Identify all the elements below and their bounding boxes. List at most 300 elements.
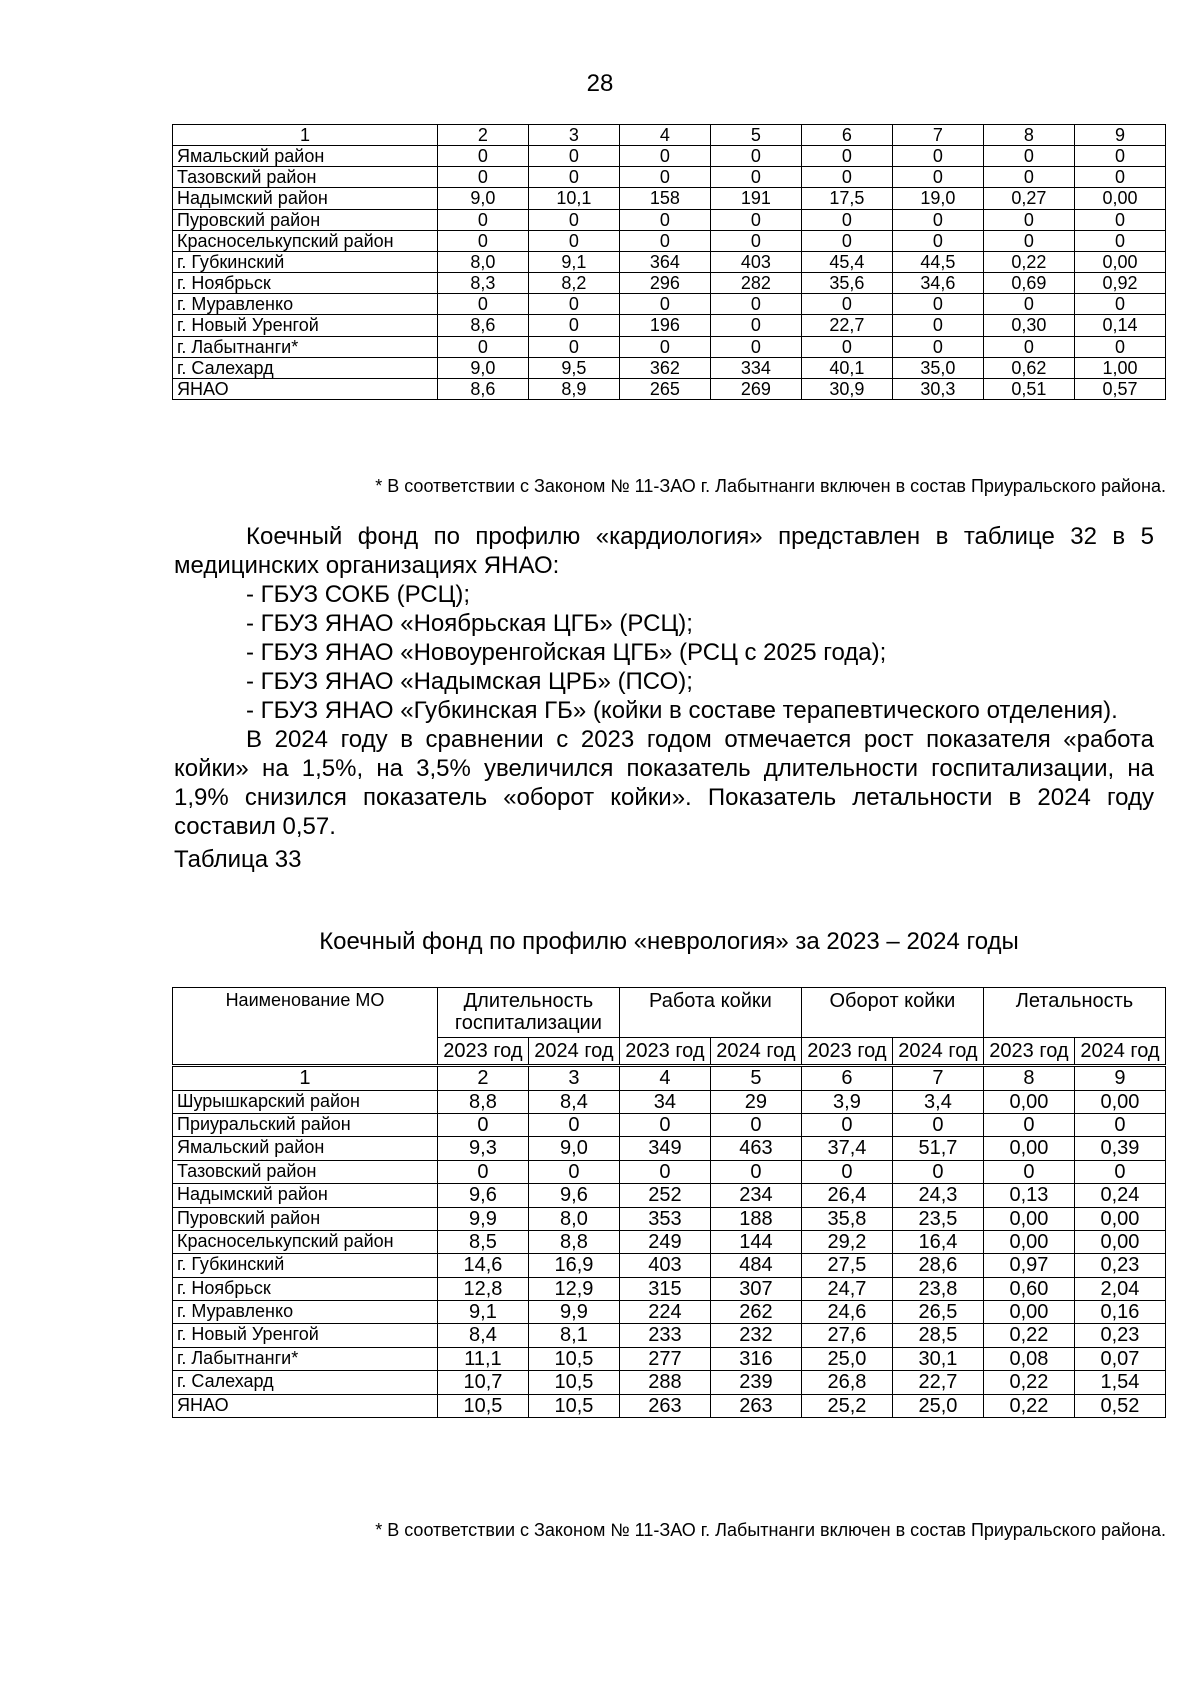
table-cell: 25,2 <box>801 1394 892 1417</box>
table-cell: 22,7 <box>892 1371 983 1394</box>
table-cell: 0,00 <box>1074 1207 1165 1230</box>
footnote: * В соответствии с Законом № 11-ЗАО г. Лабытнанги включен в состав Приуральского района. <box>375 1520 1166 1540</box>
table-cell: 0 <box>892 209 983 230</box>
row-name-cell: Надымский район <box>173 1184 438 1207</box>
table-cell: 9,6 <box>528 1184 619 1207</box>
table-cell: 196 <box>619 315 710 336</box>
table-cell: 315 <box>619 1277 710 1300</box>
column-number-row <box>173 1066 1166 1090</box>
table-cell: 0,27 <box>983 188 1074 209</box>
table-cell: 9,0 <box>528 1137 619 1160</box>
table-cell: 0 <box>983 167 1074 188</box>
column-number: 8 <box>983 1066 1074 1090</box>
table-row <box>173 167 1166 188</box>
table-cell: 334 <box>710 357 801 378</box>
table-cell: 19,0 <box>892 188 983 209</box>
row-name-cell: ЯНАО <box>173 1394 438 1417</box>
table-cell: 0 <box>619 336 710 357</box>
table-cell: 0 <box>528 146 619 167</box>
table-cell: 8,5 <box>437 1230 528 1253</box>
table-row <box>173 1371 1166 1394</box>
table-cell: 0 <box>437 1113 528 1136</box>
table-cell: 8,4 <box>528 1090 619 1113</box>
table-cell: 10,1 <box>528 188 619 209</box>
table-cell: 191 <box>710 188 801 209</box>
table-cell: 0 <box>983 230 1074 251</box>
table-row <box>173 1324 1166 1347</box>
table-cell: 0,00 <box>1074 251 1165 272</box>
column-number-row <box>173 125 1166 146</box>
table-cell: 403 <box>619 1254 710 1277</box>
header-year: 2023 год <box>983 1037 1074 1065</box>
row-name-cell: г. Ноябрьск <box>173 1277 438 1300</box>
table-cell: 265 <box>619 378 710 399</box>
table-cell: 0 <box>437 336 528 357</box>
table-cell: 9,6 <box>437 1184 528 1207</box>
row-name-cell: г. Лабытнанги* <box>173 336 438 357</box>
table-cell: 8,6 <box>437 378 528 399</box>
table-cell: 0 <box>528 294 619 315</box>
table-cell: 0,23 <box>1074 1254 1165 1277</box>
table-cell: 0 <box>710 1113 801 1136</box>
table-row <box>173 146 1166 167</box>
table-cell: 26,5 <box>892 1301 983 1324</box>
row-name-cell: Пуровский район <box>173 1207 438 1230</box>
table-cell: 28,6 <box>892 1254 983 1277</box>
table-cell: 0 <box>892 146 983 167</box>
table-cell: 35,6 <box>801 273 892 294</box>
column-number: 7 <box>892 125 983 146</box>
row-name-cell: Красноселькупский район <box>173 1230 438 1253</box>
table-cell: 8,8 <box>437 1090 528 1113</box>
table-cell: 0,51 <box>983 378 1074 399</box>
table-cell: 296 <box>619 273 710 294</box>
table-cell: 0 <box>528 167 619 188</box>
table-cell: 8,2 <box>528 273 619 294</box>
table-cell: 0,60 <box>983 1277 1074 1300</box>
table-cell: 0,92 <box>1074 273 1165 294</box>
row-name-cell: г. Салехард <box>173 357 438 378</box>
column-number: 8 <box>983 125 1074 146</box>
row-name-cell: Тазовский район <box>173 167 438 188</box>
header-name-col: Наименование МО <box>173 988 438 1066</box>
table-cell: 2,04 <box>1074 1277 1165 1300</box>
table-row <box>173 1090 1166 1113</box>
table-row <box>173 357 1166 378</box>
table-cell: 0,00 <box>983 1207 1074 1230</box>
table-cell: 0,08 <box>983 1347 1074 1370</box>
table-cell: 9,9 <box>528 1301 619 1324</box>
table-cell: 0 <box>801 209 892 230</box>
table-cell: 16,9 <box>528 1254 619 1277</box>
table-cell: 403 <box>710 251 801 272</box>
table-row <box>173 1347 1166 1370</box>
table-cell: 0 <box>437 1160 528 1183</box>
table-cell: 0 <box>892 167 983 188</box>
row-name-cell: Красноселькупский район <box>173 230 438 251</box>
table-cell: 0 <box>437 294 528 315</box>
table-cell: 158 <box>619 188 710 209</box>
table-cell: 144 <box>710 1230 801 1253</box>
column-number: 3 <box>528 1066 619 1090</box>
column-number: 2 <box>437 125 528 146</box>
table-cell: 0 <box>710 146 801 167</box>
table-cell: 0 <box>892 1160 983 1183</box>
table-cell: 14,6 <box>437 1254 528 1277</box>
table-cell: 0 <box>983 336 1074 357</box>
page-number: 28 <box>586 70 614 97</box>
table-cell: 3,9 <box>801 1090 892 1113</box>
table-cell: 8,1 <box>528 1324 619 1347</box>
table-cell: 0 <box>437 167 528 188</box>
table-cell: 29,2 <box>801 1230 892 1253</box>
table-cell: 0,22 <box>983 1394 1074 1417</box>
table-cell: 10,5 <box>437 1394 528 1417</box>
table-cell: 0 <box>710 294 801 315</box>
header-group: Длительность госпитализации <box>437 988 619 1038</box>
table-row <box>173 230 1166 251</box>
table-cell: 34 <box>619 1090 710 1113</box>
table-cell: 0 <box>983 209 1074 230</box>
row-name-cell: г. Муравленко <box>173 294 438 315</box>
table-row <box>173 1301 1166 1324</box>
row-name-cell: г. Губкинский <box>173 251 438 272</box>
table-cell: 8,0 <box>528 1207 619 1230</box>
table-row <box>173 251 1166 272</box>
table-cell: 0 <box>1074 146 1165 167</box>
table-cell: 30,1 <box>892 1347 983 1370</box>
table-cell: 0 <box>710 167 801 188</box>
table-cell: 0 <box>892 294 983 315</box>
table-cell: 0,97 <box>983 1254 1074 1277</box>
table-cell: 25,0 <box>801 1347 892 1370</box>
table-cell: 0 <box>619 167 710 188</box>
table-row <box>173 1137 1166 1160</box>
list-item: - ГБУЗ ЯНАО «Надымская ЦРБ» (ПСО); <box>246 668 693 695</box>
table-cell: 29 <box>710 1090 801 1113</box>
table-cell: 0,23 <box>1074 1324 1165 1347</box>
table-cell: 24,3 <box>892 1184 983 1207</box>
table-cell: 8,4 <box>437 1324 528 1347</box>
table-cell: 44,5 <box>892 251 983 272</box>
table-cell: 40,1 <box>801 357 892 378</box>
row-name-cell: г. Новый Уренгой <box>173 315 438 336</box>
row-name-cell: г. Салехард <box>173 1371 438 1394</box>
table-cell: 0 <box>983 1113 1074 1136</box>
table-cell: 0 <box>619 1160 710 1183</box>
table-cell: 0,13 <box>983 1184 1074 1207</box>
table-cell: 484 <box>710 1254 801 1277</box>
column-number: 2 <box>437 1066 528 1090</box>
row-name-cell: Тазовский район <box>173 1160 438 1183</box>
table-cell: 233 <box>619 1324 710 1347</box>
table-cell: 45,4 <box>801 251 892 272</box>
table-cell: 0,07 <box>1074 1347 1165 1370</box>
table-cell: 12,9 <box>528 1277 619 1300</box>
table-cell: 0 <box>1074 1160 1165 1183</box>
table-cell: 0 <box>710 315 801 336</box>
table-cell: 0 <box>892 1113 983 1136</box>
table-cell: 25,0 <box>892 1394 983 1417</box>
table-cell: 24,6 <box>801 1301 892 1324</box>
table-cell: 0 <box>619 1113 710 1136</box>
table-cell: 234 <box>710 1184 801 1207</box>
table-cell: 349 <box>619 1137 710 1160</box>
table-cell: 188 <box>710 1207 801 1230</box>
row-name-cell: Шурышкарский район <box>173 1090 438 1113</box>
table-cell: 30,9 <box>801 378 892 399</box>
table-cell: 239 <box>710 1371 801 1394</box>
table-row <box>173 1277 1166 1300</box>
table-cell: 0 <box>528 230 619 251</box>
table-cell: 8,0 <box>437 251 528 272</box>
body-text <box>174 522 1154 874</box>
table-cell: 1,54 <box>1074 1371 1165 1394</box>
table-cell: 0 <box>619 294 710 315</box>
table-cell: 0 <box>528 315 619 336</box>
table-cell: 249 <box>619 1230 710 1253</box>
row-name-cell: г. Новый Уренгой <box>173 1324 438 1347</box>
table-cell: 263 <box>710 1394 801 1417</box>
table-row <box>173 1184 1166 1207</box>
table-cell: 282 <box>710 273 801 294</box>
header-group: Летальность <box>983 988 1165 1038</box>
column-number: 6 <box>801 1066 892 1090</box>
table-cell: 0 <box>801 1113 892 1136</box>
table-cell: 0,22 <box>983 1324 1074 1347</box>
row-name-cell: г. Губкинский <box>173 1254 438 1277</box>
table-cell: 0 <box>983 1160 1074 1183</box>
table-cell: 0 <box>983 294 1074 315</box>
row-name-cell: Приуральский район <box>173 1113 438 1136</box>
table-cell: 8,6 <box>437 315 528 336</box>
table-cell: 362 <box>619 357 710 378</box>
table-cell: 0,00 <box>1074 1090 1165 1113</box>
row-name-cell: г. Муравленко <box>173 1301 438 1324</box>
table-row <box>173 1207 1166 1230</box>
table-row <box>173 1254 1166 1277</box>
header-year: 2023 год <box>801 1037 892 1065</box>
table-cell: 8,3 <box>437 273 528 294</box>
table-cell: 30,3 <box>892 378 983 399</box>
summary-paragraph: В 2024 году в сравнении с 2023 годом отмечается рост показателя «работа койки» на 1,5%, на 3,5% увеличился показатель длительности госпитализации, на 1,9% снизился показатель «оборот койки». Показатель летальности в 2024 году составил 0,57. <box>174 726 1154 840</box>
table-cell: 316 <box>710 1347 801 1370</box>
table-cell: 24,7 <box>801 1277 892 1300</box>
table-cell: 22,7 <box>801 315 892 336</box>
table-row <box>173 1160 1166 1183</box>
table-cell: 0 <box>801 167 892 188</box>
table-row <box>173 209 1166 230</box>
table-row <box>173 1113 1166 1136</box>
table-cell: 0 <box>801 1160 892 1183</box>
table-cell: 0 <box>1074 336 1165 357</box>
table-cell: 8,9 <box>528 378 619 399</box>
table-cell: 35,8 <box>801 1207 892 1230</box>
table-row <box>173 1230 1166 1253</box>
table-cell: 16,4 <box>892 1230 983 1253</box>
table-cell: 0 <box>892 336 983 357</box>
table-cell: 0,24 <box>1074 1184 1165 1207</box>
table-cell: 0 <box>710 1160 801 1183</box>
table-cell: 0 <box>710 336 801 357</box>
table-cell: 364 <box>619 251 710 272</box>
table-cell: 277 <box>619 1347 710 1370</box>
table-cell: 0 <box>1074 167 1165 188</box>
table-row <box>173 1394 1166 1417</box>
header-year: 2023 год <box>437 1037 528 1065</box>
table-cell: 37,4 <box>801 1137 892 1160</box>
intro-paragraph: Коечный фонд по профилю «кардиология» представлен в таблице 32 в 5 медицинских организациях ЯНАО: <box>174 523 1154 579</box>
table-cell: 0 <box>983 146 1074 167</box>
table-cell: 0,00 <box>1074 1230 1165 1253</box>
table-cell: 12,8 <box>437 1277 528 1300</box>
table-row <box>173 273 1166 294</box>
table-cell: 263 <box>619 1394 710 1417</box>
footnote: * В соответствии с Законом № 11-ЗАО г. Лабытнанги включен в состав Приуральского района. <box>375 476 1166 496</box>
table-cell: 0 <box>619 146 710 167</box>
row-name-cell: ЯНАО <box>173 378 438 399</box>
row-name-cell: Ямальский район <box>173 1137 438 1160</box>
column-number: 9 <box>1074 125 1165 146</box>
table-cell: 0,62 <box>983 357 1074 378</box>
cardiology-table <box>172 124 1166 400</box>
table-caption: Коечный фонд по профилю «неврология» за 2023 – 2024 годы <box>319 928 1019 955</box>
table-cell: 0 <box>528 209 619 230</box>
table-cell: 9,1 <box>437 1301 528 1324</box>
table-cell: 10,5 <box>528 1347 619 1370</box>
header-year: 2024 год <box>1074 1037 1165 1065</box>
table-cell: 9,5 <box>528 357 619 378</box>
table-cell: 10,7 <box>437 1371 528 1394</box>
row-name-cell: Пуровский район <box>173 209 438 230</box>
table-cell: 0,14 <box>1074 315 1165 336</box>
table-cell: 3,4 <box>892 1090 983 1113</box>
table-cell: 0,52 <box>1074 1394 1165 1417</box>
column-number: 5 <box>710 1066 801 1090</box>
table-cell: 269 <box>710 378 801 399</box>
table-cell: 27,6 <box>801 1324 892 1347</box>
table-cell: 27,5 <box>801 1254 892 1277</box>
table-cell: 9,3 <box>437 1137 528 1160</box>
table-row <box>173 336 1166 357</box>
table-cell: 0 <box>619 230 710 251</box>
header-year: 2024 год <box>710 1037 801 1065</box>
table-cell: 35,0 <box>892 357 983 378</box>
row-name-cell: Ямальский район <box>173 146 438 167</box>
table-cell: 10,5 <box>528 1371 619 1394</box>
list-item: - ГБУЗ ЯНАО «Губкинская ГБ» (койки в составе терапевтического отделения). <box>246 697 1118 724</box>
column-number: 4 <box>619 1066 710 1090</box>
table-cell: 9,0 <box>437 188 528 209</box>
table-cell: 0 <box>892 230 983 251</box>
table-cell: 10,5 <box>528 1394 619 1417</box>
header-year: 2024 год <box>528 1037 619 1065</box>
table-cell: 0,69 <box>983 273 1074 294</box>
table-cell: 0 <box>528 336 619 357</box>
table-cell: 0,00 <box>983 1301 1074 1324</box>
table-label: Таблица 33 <box>174 846 302 873</box>
table-cell: 0 <box>710 209 801 230</box>
table-cell: 307 <box>710 1277 801 1300</box>
table-cell: 0 <box>1074 209 1165 230</box>
table-cell: 0 <box>801 230 892 251</box>
table-cell: 28,5 <box>892 1324 983 1347</box>
table-cell: 0 <box>437 209 528 230</box>
table-cell: 0,00 <box>983 1137 1074 1160</box>
table-cell: 0,00 <box>1074 188 1165 209</box>
header-year: 2023 год <box>619 1037 710 1065</box>
list-item: - ГБУЗ ЯНАО «Новоуренгойская ЦГБ» (РСЦ с 2025 года); <box>246 639 887 666</box>
list-item: - ГБУЗ ЯНАО «Ноябрьская ЦГБ» (РСЦ); <box>246 610 693 637</box>
column-number: 9 <box>1074 1066 1165 1090</box>
table-row <box>173 188 1166 209</box>
table-cell: 9,0 <box>437 357 528 378</box>
table-cell: 288 <box>619 1371 710 1394</box>
table-cell: 0,16 <box>1074 1301 1165 1324</box>
table-cell: 9,1 <box>528 251 619 272</box>
table-cell: 51,7 <box>892 1137 983 1160</box>
neurology-table <box>172 987 1166 1418</box>
table-cell: 0,00 <box>983 1090 1074 1113</box>
header-year: 2024 год <box>892 1037 983 1065</box>
column-number: 1 <box>173 125 438 146</box>
table-cell: 17,5 <box>801 188 892 209</box>
column-number: 7 <box>892 1066 983 1090</box>
table-cell: 0 <box>801 294 892 315</box>
table-cell: 0 <box>437 146 528 167</box>
table-cell: 0,30 <box>983 315 1074 336</box>
column-number: 4 <box>619 125 710 146</box>
table-cell: 232 <box>710 1324 801 1347</box>
table-cell: 23,5 <box>892 1207 983 1230</box>
table-cell: 0,57 <box>1074 378 1165 399</box>
table-cell: 0 <box>710 230 801 251</box>
table-cell: 262 <box>710 1301 801 1324</box>
header-group: Работа койки <box>619 988 801 1038</box>
table-cell: 1,00 <box>1074 357 1165 378</box>
table-cell: 0 <box>528 1160 619 1183</box>
list-item: - ГБУЗ СОКБ (РСЦ); <box>246 581 471 608</box>
table-cell: 0 <box>1074 294 1165 315</box>
table-cell: 252 <box>619 1184 710 1207</box>
table-cell: 0 <box>892 315 983 336</box>
table-cell: 0,39 <box>1074 1137 1165 1160</box>
column-number: 3 <box>528 125 619 146</box>
table-cell: 224 <box>619 1301 710 1324</box>
table-cell: 34,6 <box>892 273 983 294</box>
table-cell: 9,9 <box>437 1207 528 1230</box>
column-number: 6 <box>801 125 892 146</box>
table-cell: 8,8 <box>528 1230 619 1253</box>
table-cell: 23,8 <box>892 1277 983 1300</box>
table-cell: 0 <box>437 230 528 251</box>
table-cell: 26,4 <box>801 1184 892 1207</box>
table-cell: 0 <box>801 336 892 357</box>
table-row <box>173 294 1166 315</box>
table-cell: 0,00 <box>983 1230 1074 1253</box>
row-name-cell: г. Лабытнанги* <box>173 1347 438 1370</box>
row-name-cell: Надымский район <box>173 188 438 209</box>
table-cell: 0 <box>619 209 710 230</box>
table-row <box>173 378 1166 399</box>
table-row <box>173 315 1166 336</box>
table-cell: 0 <box>528 1113 619 1136</box>
table-cell: 353 <box>619 1207 710 1230</box>
table-cell: 0,22 <box>983 251 1074 272</box>
table-cell: 0 <box>1074 1113 1165 1136</box>
table-cell: 0 <box>801 146 892 167</box>
header-group: Оборот койки <box>801 988 983 1038</box>
